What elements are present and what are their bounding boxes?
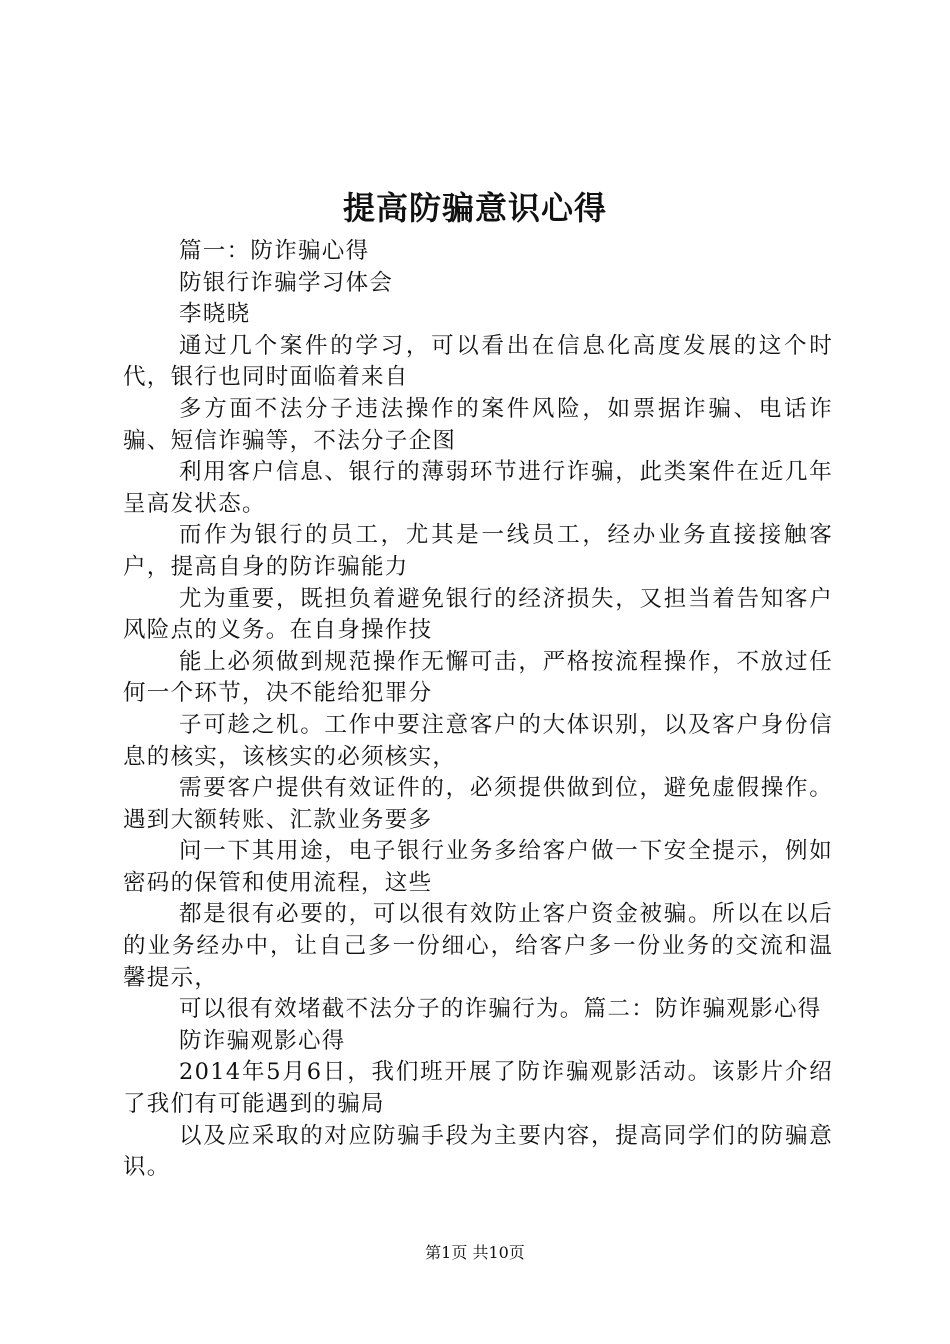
paragraph: 可以很有效堵截不法分子的诈骗行为。篇二：防诈骗观影心得 xyxy=(179,996,822,1023)
paragraph: 李晓晓 xyxy=(179,301,251,328)
paragraph: 都是很有必要的，可以很有效防止客户资金被骗。所以在以后的业务经办中，让自己多一份细心，给客户多一份业务的交流和温馨提示， xyxy=(123,901,833,991)
paragraph: 通过几个案件的学习，可以看出在信息化高度发展的这个时代，银行也同时面临着来自 xyxy=(123,332,833,391)
paragraph: 2014年5月6日，我们班开展了防诈骗观影活动。该影片介绍了我们有可能遇到的骗局 xyxy=(123,1059,833,1118)
paragraph: 需要客户提供有效证件的，必须提供做到位，避免虚假操作。遇到大额转账、汇款业务要多 xyxy=(123,775,833,833)
paragraph: 利用客户信息、银行的薄弱环节进行诈骗，此类案件在近几年呈高发状态。 xyxy=(123,459,833,517)
paragraph: 多方面不法分子违法操作的案件风险，如票据诈骗、电话诈骗、短信诈骗等，不法分子企图 xyxy=(123,395,833,454)
paragraph: 能上必须做到规范操作无懈可击，严格按流程操作，不放过任何一个环节，决不能给犯罪分 xyxy=(123,648,833,707)
paragraph: 问一下其用途，电子银行业务多给客户做一下安全提示，例如密码的保管和使用流程，这些 xyxy=(123,838,833,896)
paragraph: 子可趁之机。工作中要注意客户的大体识别，以及客户身份信息的核实，该核实的必须核实， xyxy=(123,711,833,770)
paragraph: 尤为重要，既担负着避免银行的经济损失，又担当着告知客户风险点的义务。在自身操作技 xyxy=(123,585,833,644)
page-footer: 第1页 共10页 xyxy=(425,1243,525,1262)
document-body xyxy=(123,236,833,1184)
paragraph: 以及应采取的对应防骗手段为主要内容，提高同学们的防骗意识。 xyxy=(123,1122,833,1181)
paragraph: 篇一：防诈骗心得 xyxy=(179,238,370,264)
paragraph: 防诈骗观影心得 xyxy=(179,1027,346,1054)
document-title: 提高防骗意识心得 xyxy=(342,189,607,227)
paragraph: 防银行诈骗学习体会 xyxy=(179,269,394,296)
paragraph: 而作为银行的员工，尤其是一线员工，经办业务直接接触客户，提高自身的防诈骗能力 xyxy=(123,522,833,580)
